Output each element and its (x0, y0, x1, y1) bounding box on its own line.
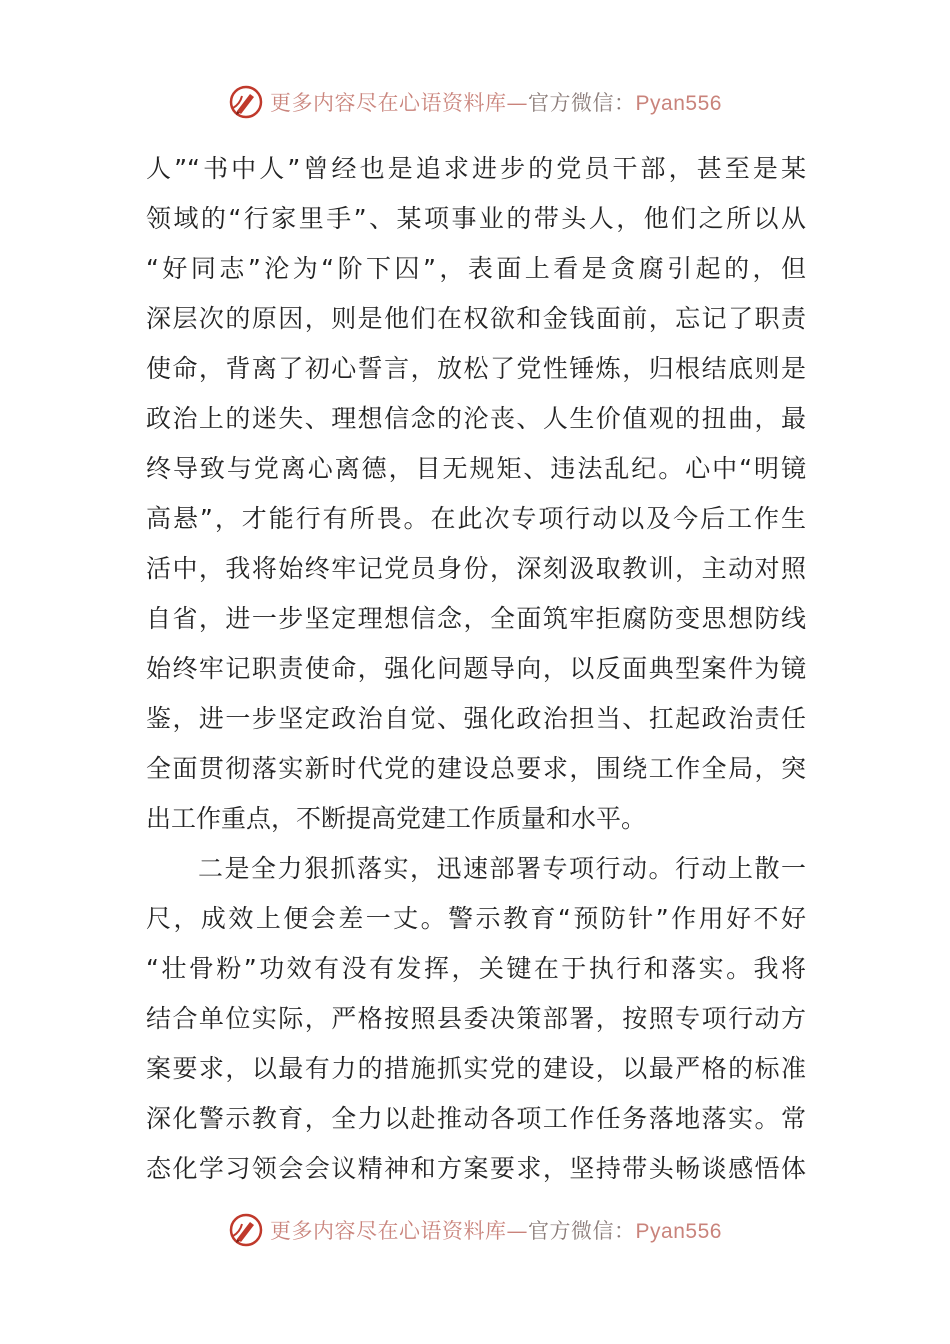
text-line: 自省，进一步坚定理想信念，全面筑牢拒腐防变思想防线 (146, 604, 806, 633)
paragraph-start-line: 二是全力狠抓落实，迅速部署专项行动。行动上散一 (198, 854, 806, 883)
text-line: 终导致与党离心离德，目无规矩、违法乱纪。心中“明镜 (146, 454, 806, 483)
text-line: 高悬”，才能行有所畏。在此次专项行动以及今后工作生 (146, 504, 806, 533)
header-banner (0, 80, 950, 124)
text-line: 使命，背离了初心誓言，放松了党性锤炼，归根结底则是 (146, 354, 806, 383)
banner-separator: — (506, 91, 529, 115)
text-line: “好同志”沦为“阶下囚”，表面上看是贪腐引起的，但 (146, 254, 806, 283)
banner-separator: — (506, 1219, 529, 1243)
text-line: 领域的“行家里手”、某项事业的带头人，他们之所以从 (146, 204, 806, 233)
banner-label: 官方微信： (528, 1219, 636, 1243)
text-line: 案要求，以最有力的措施抓实党的建设，以最严格的标准 (146, 1054, 806, 1083)
banner-text (270, 87, 722, 117)
text-line: 深化警示教育，全力以赴推动各项工作任务落地落实。常 (146, 1104, 806, 1133)
text-line: 活中，我将始终牢记党员身份，深刻汲取教训，主动对照 (146, 554, 806, 583)
text-line: 人”“书中人”曾经也是追求进步的党员干部，甚至是某 (146, 154, 806, 183)
banner-text (270, 1215, 722, 1245)
banner-label: 官方微信： (528, 91, 636, 115)
pen-logo-icon (228, 84, 264, 120)
footer-banner (0, 1208, 950, 1252)
text-line: “壮骨粉”功效有没有发挥，关键在于执行和落实。我将 (146, 954, 806, 983)
text-line: 结合单位实际，严格按照县委决策部署，按照专项行动方 (146, 1004, 806, 1033)
text-line: 态化学习领会会议精神和方案要求，坚持带头畅谈感悟体 (146, 1154, 806, 1183)
text-line: 始终牢记职责使命，强化问题导向，以反面典型案件为镜 (146, 654, 806, 683)
banner-title: 更多内容尽在心语资料库 (270, 1219, 507, 1243)
text-line: 政治上的迷失、理想信念的沦丧、人生价值观的扭曲，最 (146, 404, 806, 433)
banner-title: 更多内容尽在心语资料库 (270, 91, 507, 115)
banner-handle: Pyan556 (635, 1220, 722, 1243)
banner-handle: Pyan556 (635, 92, 722, 115)
text-line: 出工作重点，不断提高党建工作质量和水平。 (146, 804, 647, 833)
document-body (146, 144, 806, 1194)
text-line: 鉴，进一步坚定政治自觉、强化政治担当、扛起政治责任 (146, 704, 806, 733)
text-line: 深层次的原因，则是他们在权欲和金钱面前，忘记了职责 (146, 304, 806, 333)
text-line: 全面贯彻落实新时代党的建设总要求，围绕工作全局，突 (146, 754, 806, 783)
pen-logo-icon (228, 1212, 264, 1248)
text-line: 尺，成效上便会差一丈。警示教育“预防针”作用好不好 (146, 904, 806, 933)
